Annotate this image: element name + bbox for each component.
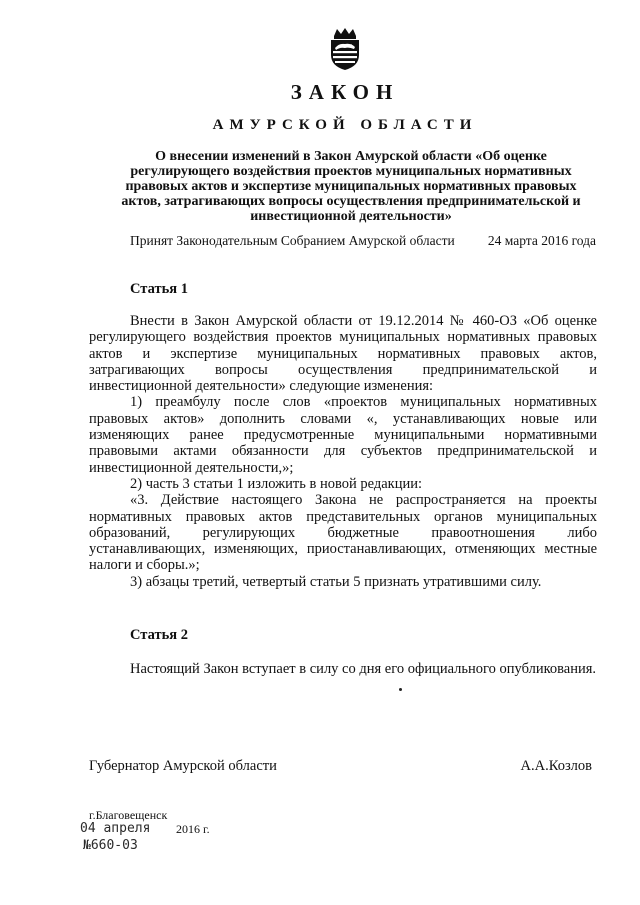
- subject-line: актов, затрагивающих вопросы осуществления предпринимательской и: [121, 194, 581, 209]
- date-stamp: 04 апреля: [80, 821, 151, 836]
- document-year: 2016 г.: [176, 822, 210, 836]
- article-1-heading: Статья 1: [130, 281, 188, 297]
- article-1-body: [89, 313, 597, 590]
- city-name: г.Благовещенск: [89, 808, 168, 822]
- signatory-name: А.А.Козлов: [520, 758, 592, 774]
- subject-line: инвестиционной деятельности»: [250, 209, 452, 224]
- article-paragraph: 1) преамбулу после слов «проектов муниципальных нормативных правовых актов» дополнить словами «, устанавливающих новые или изменяющих ранее предусмотренные муниципальными нормативными правовыми актами обязанности для субъектов предпринимательской и инвестиционной деятельности,»;: [89, 394, 597, 476]
- law-subject: [112, 149, 590, 224]
- article-2-body: [89, 661, 597, 677]
- document-title: ЗАКОН: [290, 80, 400, 104]
- adoption-date: 24 марта 2016 года: [487, 233, 596, 248]
- article-paragraph: Внести в Закон Амурской области от 19.12.2014 № 460-ОЗ «Об оценке регулирующего воздействия проектов муниципальных нормативных правовых актов и экспертизе муниципальных нормативных правовых актов, затрагивающих вопросы осуществления предпринимательской и инвестиционной деятельности» следующие изменения:: [89, 313, 597, 395]
- article-paragraph: Настоящий Закон вступает в силу со дня его официального опубликования.: [130, 661, 597, 677]
- coat-of-arms-icon: [327, 27, 363, 71]
- signatory-title: Губернатор Амурской области: [89, 758, 277, 774]
- subject-line: правовых актов и экспертизе муниципальных нормативных правовых: [125, 179, 577, 194]
- adoption-text: Принят Законодательным Собранием Амурской области: [130, 233, 455, 248]
- region-title: АМУРСКОЙ ОБЛАСТИ: [212, 117, 478, 133]
- document-number-stamp: №660-03: [83, 838, 138, 853]
- article-2-heading: Статья 2: [130, 627, 188, 643]
- article-paragraph: 3) абзацы третий, четвертый статьи 5 признать утратившими силу.: [130, 573, 542, 590]
- subject-line: О внесении изменений в Закон Амурской области «Об оценке: [155, 149, 547, 164]
- adoption-line: [130, 233, 596, 249]
- scan-speck: [399, 688, 402, 691]
- subject-line: регулирующего воздействия проектов муниципальных нормативных: [130, 164, 572, 179]
- article-paragraph: «3. Действие настоящего Закона не распространяется на проекты нормативных правовых актов представительных органов муниципальных образований, регулирующих бюджетные правоотношения либо устанавливающих, изменяющих, приостанавливающих, отменяющих местные налоги и сборы.»;: [89, 492, 597, 574]
- article-paragraph: 2) часть 3 статьи 1 изложить в новой редакции:: [130, 475, 423, 492]
